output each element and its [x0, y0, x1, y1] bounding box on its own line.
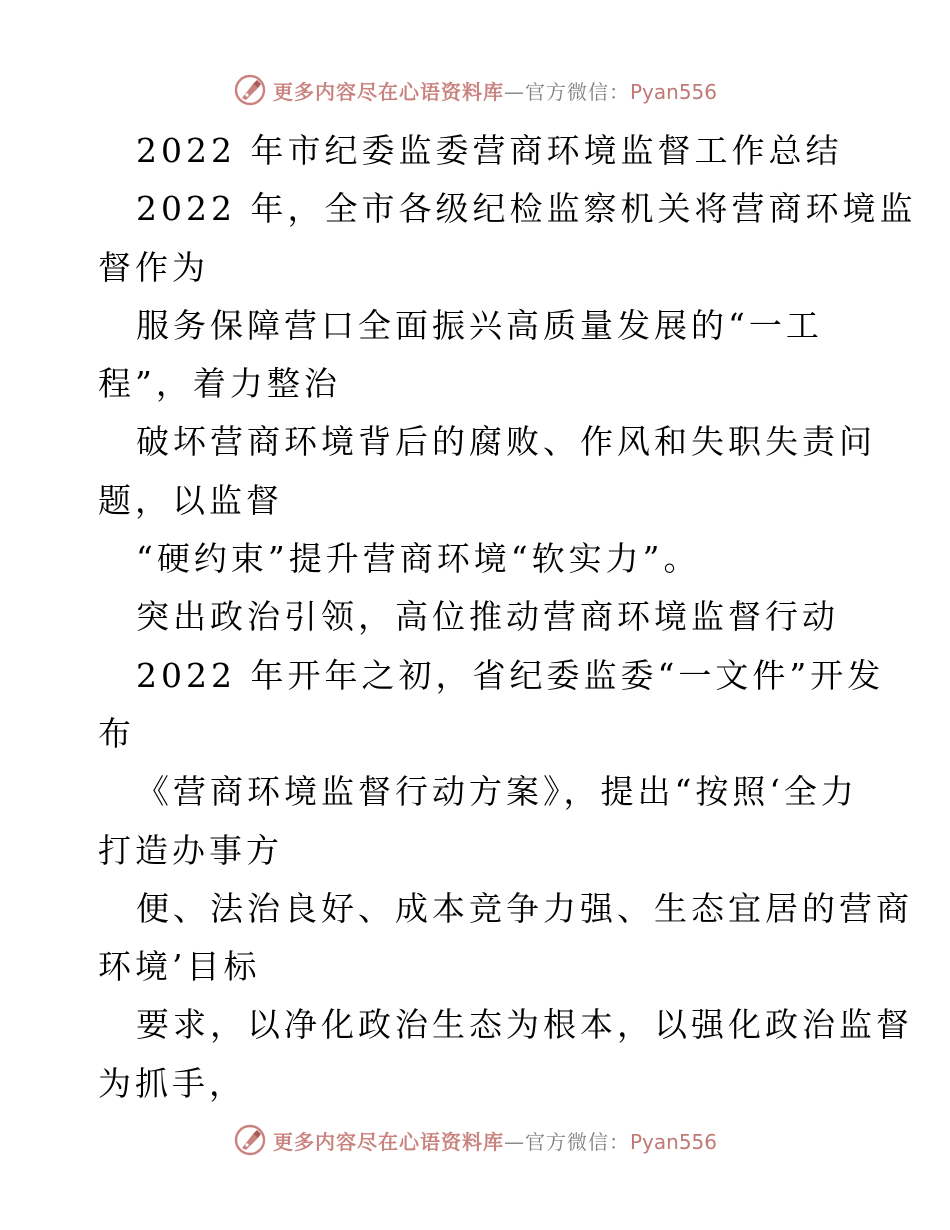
text-line: 2022 年市纪委监委营商环境监督工作总结	[136, 131, 843, 170]
text-line: 服务保障营口全面振兴高质量发展的“一工	[136, 305, 823, 345]
text-line: 突出政治引领，高位推动营商环境监督行动	[136, 597, 839, 637]
header-banner	[0, 70, 950, 110]
banner-dash: —	[503, 1129, 525, 1154]
banner-wechat-id: Pyan556	[629, 1129, 717, 1154]
text-line: 布	[98, 713, 135, 753]
banner-brand: 更多内容尽在心语资料库	[272, 79, 504, 104]
text-line: 环境’目标	[98, 947, 261, 987]
text-line: 要求，以净化政治生态为根本，以强化政治监督	[136, 1005, 913, 1045]
footer-banner	[0, 1120, 950, 1160]
banner-official-label: 官方微信：	[524, 79, 630, 104]
text-line: 便、法治良好、成本竞争力强、生态宜居的营商	[136, 888, 913, 928]
text-line: 程”，着力整治	[98, 364, 341, 404]
banner-text	[273, 1126, 717, 1155]
text-line: 督作为	[98, 247, 209, 287]
text-line: “硬约束”提升营商环境“软实力”。	[136, 539, 701, 579]
text-line: 《营商环境监督行动方案》，提出“按照‘全力	[136, 772, 858, 812]
pen-nib-logo-icon	[233, 73, 267, 107]
banner-official-label: 官方微信：	[524, 1129, 630, 1154]
document-body	[98, 122, 917, 1113]
banner-text	[273, 76, 717, 105]
banner-wechat-id: Pyan556	[629, 79, 717, 104]
banner-brand: 更多内容尽在心语资料库	[272, 1129, 504, 1154]
text-line: 题，以监督	[98, 480, 283, 520]
text-line: 破坏营商环境背后的腐败、作风和失职失责问	[136, 422, 876, 462]
text-line: 为抓手，	[98, 1063, 246, 1103]
text-line: 2022 年，全市各级纪检监察机关将营商环境监	[136, 189, 917, 229]
banner-dash: —	[503, 79, 525, 104]
text-line: 2022 年开年之初，省纪委监委“一文件”开发	[136, 655, 885, 695]
pen-nib-logo-icon	[233, 1123, 267, 1157]
text-line: 打造办事方	[98, 830, 283, 870]
